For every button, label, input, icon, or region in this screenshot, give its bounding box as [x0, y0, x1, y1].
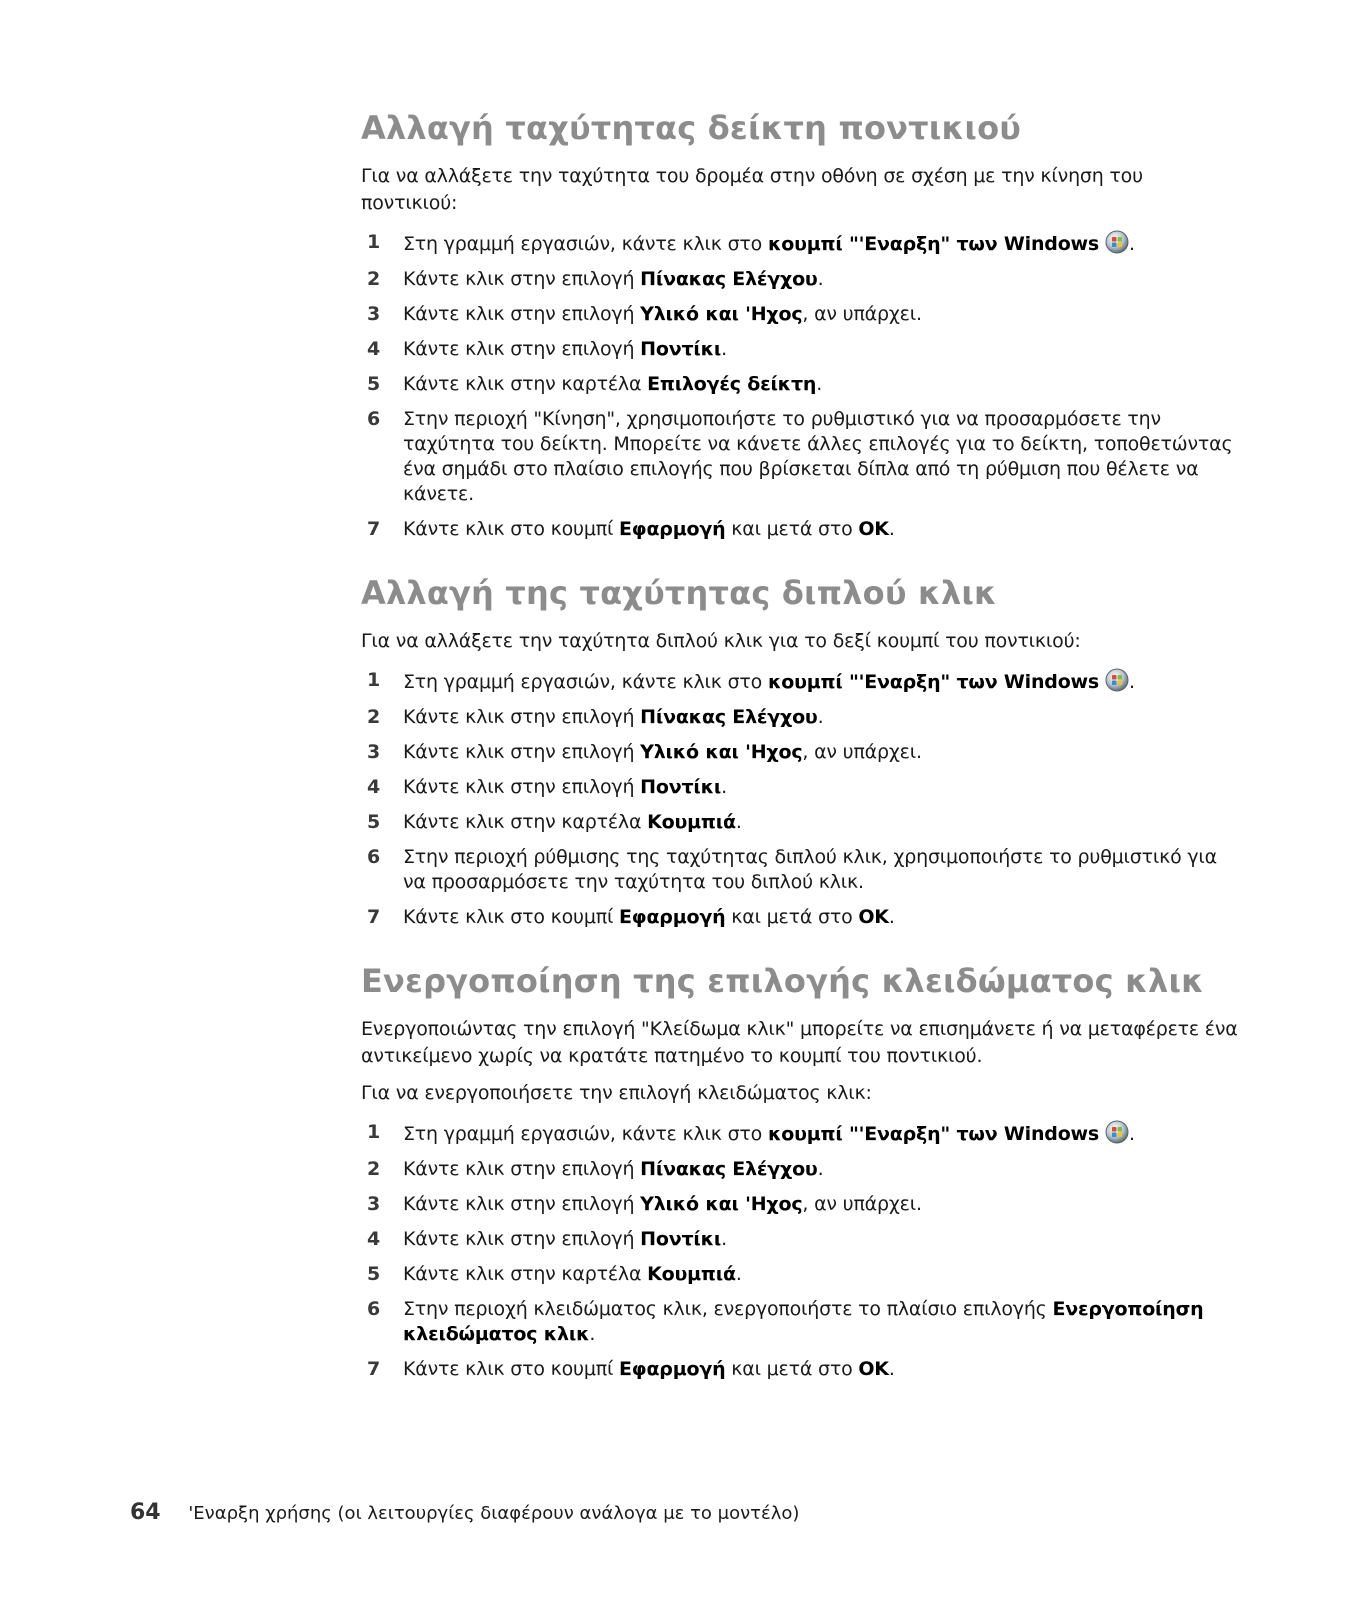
- step-emphasis: κουμπί "'Εναρξη" των Windows: [767, 671, 1100, 693]
- step-emphasis: Πίνακας Ελέγχου: [640, 706, 818, 728]
- step-text: Κάντε κλικ στην επιλογή: [403, 1193, 641, 1215]
- intro-paragraph: Για να αλλάξετε την ταχύτητα διπλού κλικ για το δεξί κουμπί του ποντικιού:: [361, 630, 1081, 652]
- step-text: Κάντε κλικ στην επιλογή: [403, 1228, 641, 1250]
- step-text: Κάντε κλικ στο κουμπί: [403, 906, 620, 928]
- step-text: Στη γραμμή εργασιών, κάντε κλικ στο: [403, 671, 768, 693]
- step-emphasis: Ποντίκι: [640, 338, 722, 360]
- step-text: και μετά στο: [725, 1358, 859, 1380]
- step-text: .: [888, 906, 895, 928]
- step-number: 7: [367, 518, 381, 540]
- step-text: Στην περιοχή ρύθμισης της ταχύτητας διπλού κλικ, χρησιμοποιήστε το ρυθμιστικό για να προσαρμόσετε την ταχύτητα του διπλού κλικ.: [403, 846, 1217, 893]
- step-text: Κάντε κλικ στην επιλογή: [403, 268, 641, 290]
- step-item: [361, 407, 1241, 507]
- step-item: [361, 1262, 1241, 1287]
- footer-text: 'Εναρξη χρήσης (οι λειτουργίες διαφέρουν ανάλογα με το μοντέλο): [188, 1503, 800, 1524]
- step-text: Κάντε κλικ στην καρτέλα: [403, 1263, 648, 1285]
- intro-paragraph: Για να ενεργοποιήσετε την επιλογή κλειδώματος κλικ:: [361, 1082, 872, 1104]
- step-item: [361, 905, 1241, 930]
- step-emphasis: Υλικό και 'Ηχος: [640, 741, 803, 763]
- step-text: .: [817, 706, 824, 728]
- step-number: 7: [367, 1358, 381, 1380]
- step-text: .: [735, 811, 742, 833]
- step-emphasis: κουμπί "'Εναρξη" των Windows: [767, 1123, 1100, 1145]
- step-text: .: [721, 776, 727, 798]
- section-3: [361, 958, 1241, 1382]
- step-number: 6: [367, 408, 381, 430]
- steps-list: [361, 1120, 1241, 1382]
- step-emphasis: OK: [858, 1358, 889, 1380]
- intro-paragraph: Ενεργοποιώντας την επιλογή "Κλείδωμα κλικ" μπορείτε να επισημάνετε ή να μεταφέρετε ένα αντικείμενο χωρίς να κρατάτε πατημένο το κουμπί του ποντικιού.: [361, 1018, 1238, 1067]
- step-emphasis: κουμπί "'Εναρξη" των Windows: [767, 233, 1100, 255]
- step-emphasis: Κουμπιά: [647, 1263, 736, 1285]
- step-text: , αν υπάρχει.: [802, 303, 922, 325]
- step-text: Στην περιοχή "Κίνηση", χρησιμοποιήστε το ρυθμιστικό για να προσαρμόσετε την ταχύτητα του δείκτη. Μπορείτε να κάνετε άλλες επιλογές για το δείκτη, τοποθετώντας ένα σημάδι στο πλαίσιο επιλογής που βρίσκεται δίπλα από τη ρύθμιση που θέλετε να κάνετε.: [403, 408, 1233, 505]
- step-text: Κάντε κλικ στην επιλογή: [403, 741, 641, 763]
- step-text: Κάντε κλικ στο κουμπί: [403, 518, 620, 540]
- step-item: [361, 1357, 1241, 1382]
- step-item: [361, 1192, 1241, 1217]
- step-text: Κάντε κλικ στην επιλογή: [403, 706, 641, 728]
- step-item: [361, 775, 1241, 800]
- section-heading: Αλλαγή της ταχύτητας διπλού κλικ: [361, 574, 997, 612]
- step-number: 5: [367, 373, 381, 395]
- step-item: [361, 845, 1241, 895]
- step-number: 2: [367, 268, 381, 290]
- step-text: , αν υπάρχει.: [802, 1193, 922, 1215]
- step-item: [361, 668, 1241, 695]
- step-number: 2: [367, 706, 381, 728]
- step-text: Κάντε κλικ στην καρτέλα: [403, 811, 648, 833]
- step-emphasis: Εφαρμογή: [619, 518, 726, 540]
- step-text: Κάντε κλικ στην επιλογή: [403, 776, 641, 798]
- steps-list: [361, 668, 1241, 930]
- step-text: .: [888, 1358, 895, 1380]
- step-text: .: [1129, 233, 1135, 255]
- section-heading: Αλλαγή ταχύτητας δείκτη ποντικιού: [361, 109, 1022, 147]
- page-content: [361, 105, 1241, 1392]
- step-item: [361, 337, 1241, 362]
- step-item: [361, 740, 1241, 765]
- step-number: 4: [367, 1228, 381, 1250]
- step-item: [361, 705, 1241, 730]
- step-number: 5: [367, 1263, 381, 1285]
- step-text: Κάντε κλικ στην επιλογή: [403, 338, 641, 360]
- step-text: .: [817, 268, 824, 290]
- step-emphasis: Επιλογές δείκτη: [647, 373, 817, 395]
- step-emphasis: Ποντίκι: [640, 1228, 722, 1250]
- steps-list: [361, 230, 1241, 542]
- step-text: .: [735, 1263, 742, 1285]
- step-number: 6: [367, 846, 381, 868]
- step-number: 3: [367, 303, 381, 325]
- step-item: [361, 302, 1241, 327]
- page-number: 64: [130, 1500, 161, 1525]
- step-emphasis: Ενεργοποίηση κλειδώματος κλικ: [403, 1298, 1204, 1345]
- windows-start-icon: [1105, 668, 1129, 692]
- step-number: 4: [367, 338, 381, 360]
- step-text: .: [817, 1158, 824, 1180]
- step-number: 1: [367, 231, 381, 253]
- step-emphasis: Εφαρμογή: [619, 1358, 726, 1380]
- step-number: 1: [367, 1121, 381, 1143]
- section-1: [361, 105, 1241, 542]
- section-2: [361, 570, 1241, 930]
- step-item: [361, 1120, 1241, 1147]
- step-text: .: [1129, 671, 1135, 693]
- step-number: 1: [367, 669, 381, 691]
- step-text: .: [589, 1323, 596, 1345]
- step-text: Στη γραμμή εργασιών, κάντε κλικ στο: [403, 1123, 768, 1145]
- step-emphasis: Υλικό και 'Ηχος: [640, 1193, 803, 1215]
- step-item: [361, 1227, 1241, 1252]
- step-number: 3: [367, 741, 381, 763]
- step-number: 5: [367, 811, 381, 833]
- section-heading: Ενεργοποίηση της επιλογής κλειδώματος κλικ: [361, 962, 1205, 1000]
- step-number: 7: [367, 906, 381, 928]
- step-item: [361, 267, 1241, 292]
- step-emphasis: Ποντίκι: [640, 776, 722, 798]
- step-emphasis: Πίνακας Ελέγχου: [640, 268, 818, 290]
- step-item: [361, 1297, 1241, 1347]
- step-text: Κάντε κλικ στην επιλογή: [403, 1158, 641, 1180]
- windows-start-icon: [1105, 1120, 1129, 1144]
- step-text: .: [721, 1228, 727, 1250]
- step-emphasis: Εφαρμογή: [619, 906, 726, 928]
- step-text: .: [888, 518, 895, 540]
- step-text: Στην περιοχή κλειδώματος κλικ, ενεργοποιήστε το πλαίσιο επιλογής: [403, 1298, 1053, 1320]
- step-emphasis: OK: [858, 518, 889, 540]
- intro-paragraph: Για να αλλάξετε την ταχύτητα του δρομέα στην οθόνη σε σχέση με την κίνηση του ποντικιού:: [361, 165, 1143, 214]
- step-emphasis: Κουμπιά: [647, 811, 736, 833]
- step-text: , αν υπάρχει.: [802, 741, 922, 763]
- step-text: Κάντε κλικ στο κουμπί: [403, 1358, 620, 1380]
- step-number: 3: [367, 1193, 381, 1215]
- step-text: Κάντε κλικ στην επιλογή: [403, 303, 641, 325]
- step-item: [361, 372, 1241, 397]
- step-text: Κάντε κλικ στην καρτέλα: [403, 373, 648, 395]
- step-emphasis: Υλικό και 'Ηχος: [640, 303, 803, 325]
- step-text: Στη γραμμή εργασιών, κάντε κλικ στο: [403, 233, 768, 255]
- step-number: 2: [367, 1158, 381, 1180]
- step-text: .: [721, 338, 727, 360]
- step-item: [361, 230, 1241, 257]
- step-item: [361, 1157, 1241, 1182]
- page-footer: [130, 1500, 799, 1525]
- step-text: .: [816, 373, 823, 395]
- step-emphasis: Πίνακας Ελέγχου: [640, 1158, 818, 1180]
- step-number: 4: [367, 776, 381, 798]
- step-text: και μετά στο: [725, 906, 859, 928]
- step-text: και μετά στο: [725, 518, 859, 540]
- step-item: [361, 810, 1241, 835]
- step-text: .: [1129, 1123, 1135, 1145]
- step-emphasis: OK: [858, 906, 889, 928]
- windows-start-icon: [1105, 230, 1129, 254]
- step-item: [361, 517, 1241, 542]
- step-number: 6: [367, 1298, 381, 1320]
